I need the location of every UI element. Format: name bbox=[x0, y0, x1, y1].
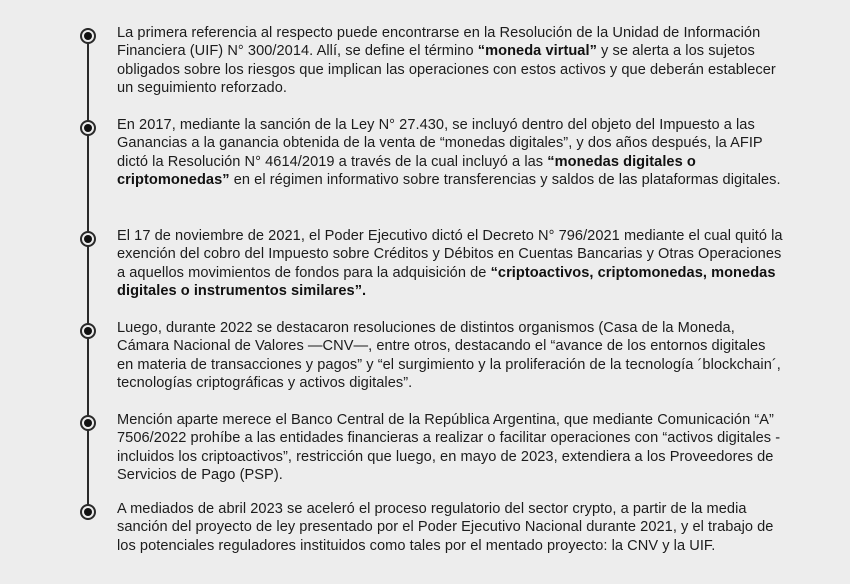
bold-term: “moneda virtual” bbox=[477, 43, 597, 60]
entry-paragraph bbox=[117, 411, 785, 485]
text-segment: Mención aparte merece el Banco Central de la República Argentina, que mediante Comunicación “A” 7506/2022 prohíbe a las entidades financieras a realizar o facilitar operaciones con “activos digitales - incluidos los criptoactivos”, restricción que luego, en mayo de 2023, extendiera a los Proveedores de Servicios de Pago (PSP). bbox=[117, 412, 781, 484]
text-segment: El 17 de noviembre de 2021, el Poder Ejecutivo dictó el Decreto N° 796/2021 mediante el cual quitó la exención del cobro del Impuesto sobre Créditos y Débitos en Cuentas Bancarias y Otras Operaciones a aquellos movimientos de fondos para la adquisición de bbox=[117, 228, 783, 281]
text-segment: En 2017, mediante la sanción de la Ley N° 27.430, se incluyó dentro del objeto del Impuesto a las Ganancias a la ganancia obtenida de la venta de “monedas digitales”, y dos años después, la AFIP dictó la Resolución N° 4614/2019 a través de la cual incluyó a las bbox=[117, 117, 763, 170]
text-segment: y se alerta a los sujetos obligados sobre los riesgos que implican las operaciones con estos activos y que deberán establecer un seguimiento reforzado. bbox=[117, 43, 776, 97]
timeline-bullet-icon bbox=[80, 120, 96, 136]
timeline-bullet-icon bbox=[80, 415, 96, 431]
entry-paragraph bbox=[117, 319, 785, 393]
bold-term: “criptoactivos, criptomonedas, monedas digitales o instrumentos similares”. bbox=[117, 264, 776, 300]
entry-paragraph bbox=[117, 24, 785, 98]
timeline-line bbox=[87, 28, 89, 520]
bold-term: “monedas digitales o criptomonedas” bbox=[117, 153, 696, 189]
text-segment: A mediados de abril 2023 se aceleró el proceso regulatorio del sector crypto, a partir de la media sanción del proyecto de ley presentado por el Poder Ejecutivo Nacional durante 2021, y el trabajo de los potenciales reguladores instituidos como tales por el mentado proyecto: la CNV y la UIF. bbox=[117, 501, 774, 554]
entry-paragraph bbox=[117, 500, 785, 555]
entry-paragraph bbox=[117, 227, 785, 301]
timeline-bullet-icon bbox=[80, 28, 96, 44]
text-segment: La primera referencia al respecto puede encontrarse en la Resolución de la Unidad de Información Financiera (UIF) N° 300/2014. Allí, se define el término bbox=[117, 25, 761, 60]
timeline-bullet-icon bbox=[80, 323, 96, 339]
timeline-bullet-icon bbox=[80, 504, 96, 520]
text-segment: Luego, durante 2022 se destacaron resoluciones de distintos organismos (Casa de la Moneda, Cámara Nacional de Valores —CNV—, entre otros, destacando el “avance de los entornos digitales en materia de transacciones y pagos” y “el surgimiento y la proliferación de la tecnología ´blockchain´, tecnologías criptográficas y activos digitales”. bbox=[117, 320, 781, 392]
timeline-bullet-icon bbox=[80, 231, 96, 247]
entry-paragraph bbox=[117, 116, 785, 190]
text-segment: en el régimen informativo sobre transferencias y saldos de las plataformas digitales. bbox=[229, 172, 781, 189]
